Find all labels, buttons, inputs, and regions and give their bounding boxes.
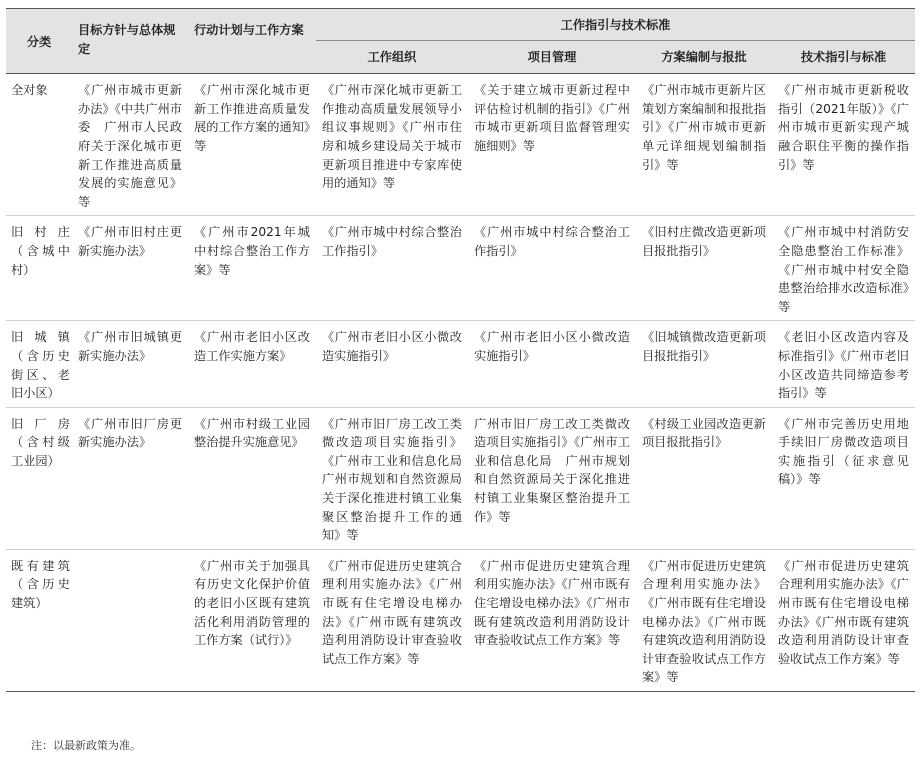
header-tech-standard: 技术指引与标准: [772, 40, 915, 74]
cell-work-org: 《广州市深化城市更新工作推动高质量发展领导小组议事规则》《广州市住房和城乡建设局关于城市更新项目推进中专家库使用的通知》等: [316, 74, 468, 216]
header-plan-approval: 方案编制与报批: [636, 40, 772, 74]
header-guideline: 目标方针与总体规定: [72, 9, 188, 74]
cell-project-mgmt: 《广州市老旧小区小微改造实施指引》: [468, 321, 636, 407]
cell-plan-approval: 《广州市促进历史建筑合理利用实施办法》《广州市既有住宅增设电梯办法》《广州市既有建筑改造利用消防设计审查验收试点工作方案》等: [636, 549, 772, 691]
table-body: [6, 74, 915, 692]
cell-project-mgmt: 《关于建立城市更新过程中评估检讨机制的指引》《广州市城市更新项目监督管理实施细则》等: [468, 74, 636, 216]
policy-table: [6, 8, 915, 692]
table-note: 注：以最新政策为准。: [31, 739, 141, 752]
header-row-top: [6, 9, 915, 41]
cell-category: 旧城镇（含历史街区、老旧小区）: [6, 321, 72, 407]
header-work-org: 工作组织: [316, 40, 468, 74]
table-header: [6, 9, 915, 74]
table-row: [6, 549, 915, 691]
cell-action-plan: 《广州市老旧小区改造工作实施方案》: [188, 321, 316, 407]
cell-category: 既有建筑（含历史建筑）: [6, 549, 72, 691]
cell-category: 全对象: [6, 74, 72, 216]
header-group-guidance: 工作指引与技术标准: [316, 9, 915, 41]
cell-category: 旧村庄（含城中村）: [6, 216, 72, 321]
cell-work-org: 《广州市城中村综合整治工作指引》: [316, 216, 468, 321]
cell-guideline: [72, 549, 188, 691]
cell-guideline: 《广州市旧厂房更新实施办法》: [72, 407, 188, 549]
cell-action-plan: 《广州市2021年城中村综合整治工作方案》等: [188, 216, 316, 321]
cell-plan-approval: 《村级工业园改造更新项目报批指引》: [636, 407, 772, 549]
cell-guideline: 《广州市旧村庄更新实施办法》: [72, 216, 188, 321]
table-row: [6, 321, 915, 407]
cell-tech-standard: 《广州市促进历史建筑合理利用实施办法》《广州市既有住宅增设电梯办法》《广州市既有建筑改造利用消防设计审查验收试点工作方案》等: [772, 549, 915, 691]
cell-plan-approval: 《旧城镇微改造更新项目报批指引》: [636, 321, 772, 407]
cell-action-plan: 《广州市深化城市更新工作推进高质量发展的工作方案的通知》等: [188, 74, 316, 216]
cell-tech-standard: 《广州市完善历史用地手续旧厂房微改造项目实施指引（征求意见稿）》等: [772, 407, 915, 549]
cell-guideline: 《广州市城市更新办法》《中共广州市委 广州市人民政府关于深化城市更新工作推进高质量发展的实施意见》等: [72, 74, 188, 216]
cell-tech-standard: 《广州市城市更新税收指引（2021年版）》《广州市城市更新实现产城融合职住平衡的操作指引》等: [772, 74, 915, 216]
cell-work-org: 《广州市旧厂房工改工类微改造项目实施指引》《广州市工业和信息化局 广州市规划和自然资源局关于深化推进村镇工业集聚区整治提升工作的通知》等: [316, 407, 468, 549]
cell-category: 旧厂房（含村级工业园）: [6, 407, 72, 549]
header-category: 分类: [6, 9, 72, 74]
table-row: [6, 74, 915, 216]
header-action-plan: 行动计划与工作方案: [188, 9, 316, 74]
cell-plan-approval: 《广州市城市更新片区策划方案编制和报批指引》《广州市城市更新单元详细规划编制指引》等: [636, 74, 772, 216]
cell-project-mgmt: 《广州市城中村综合整治工作指引》: [468, 216, 636, 321]
header-project-mgmt: 项目管理: [468, 40, 636, 74]
cell-tech-standard: 《老旧小区改造内容及标准指引》《广州市老旧小区改造共同缔造参考指引》等: [772, 321, 915, 407]
cell-guideline: 《广州市旧城镇更新实施办法》: [72, 321, 188, 407]
table-row: [6, 407, 915, 549]
cell-plan-approval: 《旧村庄微改造更新项目报批指引》: [636, 216, 772, 321]
cell-work-org: 《广州市促进历史建筑合理利用实施办法》《广州市既有住宅增设电梯办法》《广州市既有建筑改造利用消防设计审查验收试点工作方案》等: [316, 549, 468, 691]
table-row: [6, 216, 915, 321]
cell-project-mgmt: 广州市旧厂房工改工类微改造项目实施指引》《广州市工业和信息化局 广州市规划和自然资源局关于深化推进村镇工业集聚区整治提升工作》等: [468, 407, 636, 549]
cell-action-plan: 《广州市村级工业园整治提升实施意见》: [188, 407, 316, 549]
cell-action-plan: 《广州市关于加强具有历史文化保护价值的老旧小区既有建筑活化利用消防管理的工作方案（试行）》: [188, 549, 316, 691]
cell-work-org: 《广州市老旧小区小微改造实施指引》: [316, 321, 468, 407]
cell-tech-standard: 《广州市城中村消防安全隐患整治工作标准》《广州市城中村安全隐患整治给排水改造标准》等: [772, 216, 915, 321]
cell-project-mgmt: 《广州市促进历史建筑合理利用实施办法》《广州市既有住宅增设电梯办法》《广州市既有建筑改造利用消防设计审查验收试点工作方案》等: [468, 549, 636, 691]
